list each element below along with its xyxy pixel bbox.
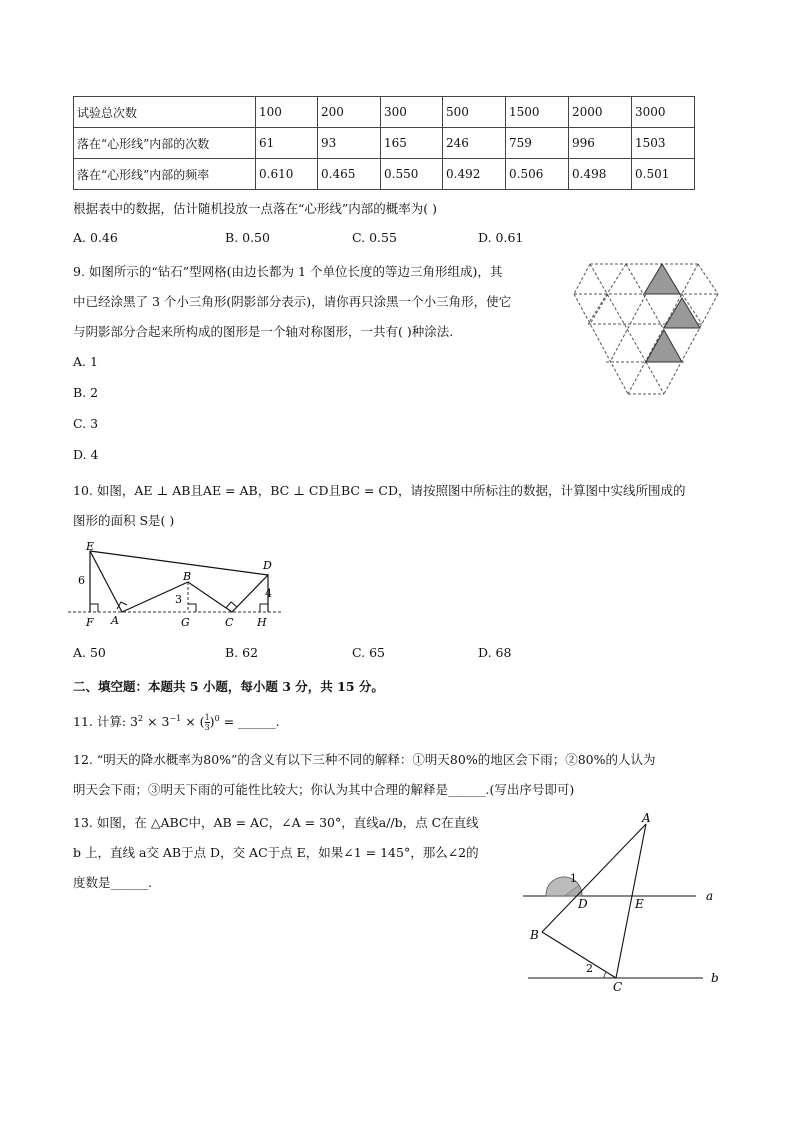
table-cell: 2000 (569, 97, 632, 128)
table-cell: 759 (506, 128, 569, 159)
table-cell: 0.492 (443, 159, 506, 190)
label-a: A (111, 614, 119, 627)
q11-mid-3: ) (209, 714, 215, 729)
table-cell: 61 (256, 128, 318, 159)
table-cell: 1503 (632, 128, 695, 159)
option-a: A. 1 (73, 354, 98, 369)
question-12-line-2: 明天会下雨；③明天下雨的可能性比较大；你认为其中合理的解释是______.(写出序号即可) (73, 782, 575, 797)
table-cell: 1500 (506, 97, 569, 128)
diamond-grid-figure (570, 258, 722, 400)
q11-suffix: = ______. (219, 714, 280, 729)
option-b: B. 62 (225, 645, 259, 660)
table-cell: 165 (381, 128, 443, 159)
question-13-line-1: 13. 如图，在 △ABC中，AB = AC，∠A = 30°，直线a//b，点 C在直线 (73, 815, 479, 830)
label-d: D (578, 897, 588, 911)
question-9-line-3: 与阴影部分合起来所构成的图形是一个轴对称图形，一共有( )种涂法. (73, 324, 454, 339)
table-cell: 246 (443, 128, 506, 159)
q11-prefix: 11. 计算: 3 (73, 714, 138, 729)
label-b: B (183, 570, 192, 583)
option-c: C. 0.55 (352, 230, 397, 245)
option-d: D. 68 (478, 645, 512, 660)
label-6: 6 (78, 574, 85, 587)
q11-fraction-numerator: 1 (204, 713, 210, 722)
row-label: 落在“心形线”内部的次数 (74, 128, 256, 159)
label-h: H (257, 616, 267, 629)
option-d: D. 4 (73, 447, 99, 462)
table-cell: 100 (256, 97, 318, 128)
q13-figure (518, 808, 726, 998)
table-row (74, 128, 695, 159)
q11-mid-2: × ( (181, 714, 205, 729)
question-13-line-2: b 上，直线 a交 AB于点 D，交 AC于点 E，如果∠1 = 145°，那么∠2的 (73, 845, 479, 860)
label-a-vertex: A (642, 811, 651, 825)
table-cell: 0.506 (506, 159, 569, 190)
table-cell: 3000 (632, 97, 695, 128)
q11-fraction-denominator: 3 (204, 723, 210, 732)
question-10-line-1: 10. 如图，AE ⊥ AB且AE = AB，BC ⊥ CD且BC = CD，请按照图中所标注的数据，计算图中实线所围成的 (73, 483, 686, 498)
question-8-text: 根据表中的数据，估计随机投放一点落在“心形线”内部的概率为( ) (73, 201, 438, 216)
table-row (74, 97, 695, 128)
question-10-line-2: 图形的面积 S是( ) (73, 513, 175, 528)
q11-exponent-3: 0 (214, 713, 220, 723)
option-a: A. 0.46 (73, 230, 118, 245)
option-b: B. 0.50 (225, 230, 270, 245)
option-a: A. 50 (73, 645, 106, 660)
table-cell: 0.465 (318, 159, 381, 190)
table-cell: 500 (443, 97, 506, 128)
table-cell: 200 (318, 97, 381, 128)
label-e: E (635, 897, 644, 911)
label-line-b: b (711, 971, 719, 985)
label-c: C (613, 980, 623, 994)
label-d: D (263, 559, 272, 572)
option-c: C. 3 (73, 416, 99, 431)
section-2-heading: 二、填空题：本题共 5 小题，每小题 3 分，共 15 分。 (73, 679, 384, 694)
label-angle-1: 1 (570, 872, 577, 885)
q11-exponent-2: −1 (169, 713, 182, 723)
q10-figure (66, 536, 286, 636)
label-g: G (181, 616, 190, 629)
label-3: 3 (175, 593, 182, 606)
q11-exponent-1: 2 (138, 713, 144, 723)
option-b: B. 2 (73, 385, 99, 400)
label-f: F (86, 616, 94, 629)
label-e: E (86, 540, 95, 553)
table-cell: 0.550 (381, 159, 443, 190)
question-12-line-1: 12. “明天的降水概率为80%”的含义有以下三种不同的解释：①明天80%的地区会下雨；②80%的人认为 (73, 752, 656, 767)
row-label: 试验总次数 (74, 97, 256, 128)
label-4: 4 (265, 587, 272, 600)
question-9-line-1: 9. 如图所示的“钻石”型网格(由边长都为 1 个单位长度的等边三角形组成)，其 (73, 264, 503, 279)
option-d: D. 0.61 (478, 230, 524, 245)
label-angle-2: 2 (586, 962, 593, 975)
shaded-triangle-1 (644, 264, 680, 294)
table-cell: 93 (318, 128, 381, 159)
question-11 (73, 712, 280, 732)
shaded-triangle-3 (646, 330, 682, 362)
q11-mid-1: × 3 (143, 714, 170, 729)
frequency-table (73, 96, 695, 190)
question-13-line-3: 度数是______. (73, 875, 152, 890)
option-c: C. 65 (352, 645, 385, 660)
label-b: B (530, 928, 539, 942)
table-cell: 300 (381, 97, 443, 128)
label-c: C (225, 616, 234, 629)
table-cell: 996 (569, 128, 632, 159)
row-label: 落在“心形线”内部的频率 (74, 159, 256, 190)
table-cell: 0.501 (632, 159, 695, 190)
label-line-a: a (706, 889, 714, 903)
question-9-line-2: 中已经涂黑了 3 个小三角形(阴影部分表示)，请你再只涂黑一个小三角形，使它 (73, 294, 512, 309)
table-cell: 0.498 (569, 159, 632, 190)
table-row (74, 159, 695, 190)
table-cell: 0.610 (256, 159, 318, 190)
